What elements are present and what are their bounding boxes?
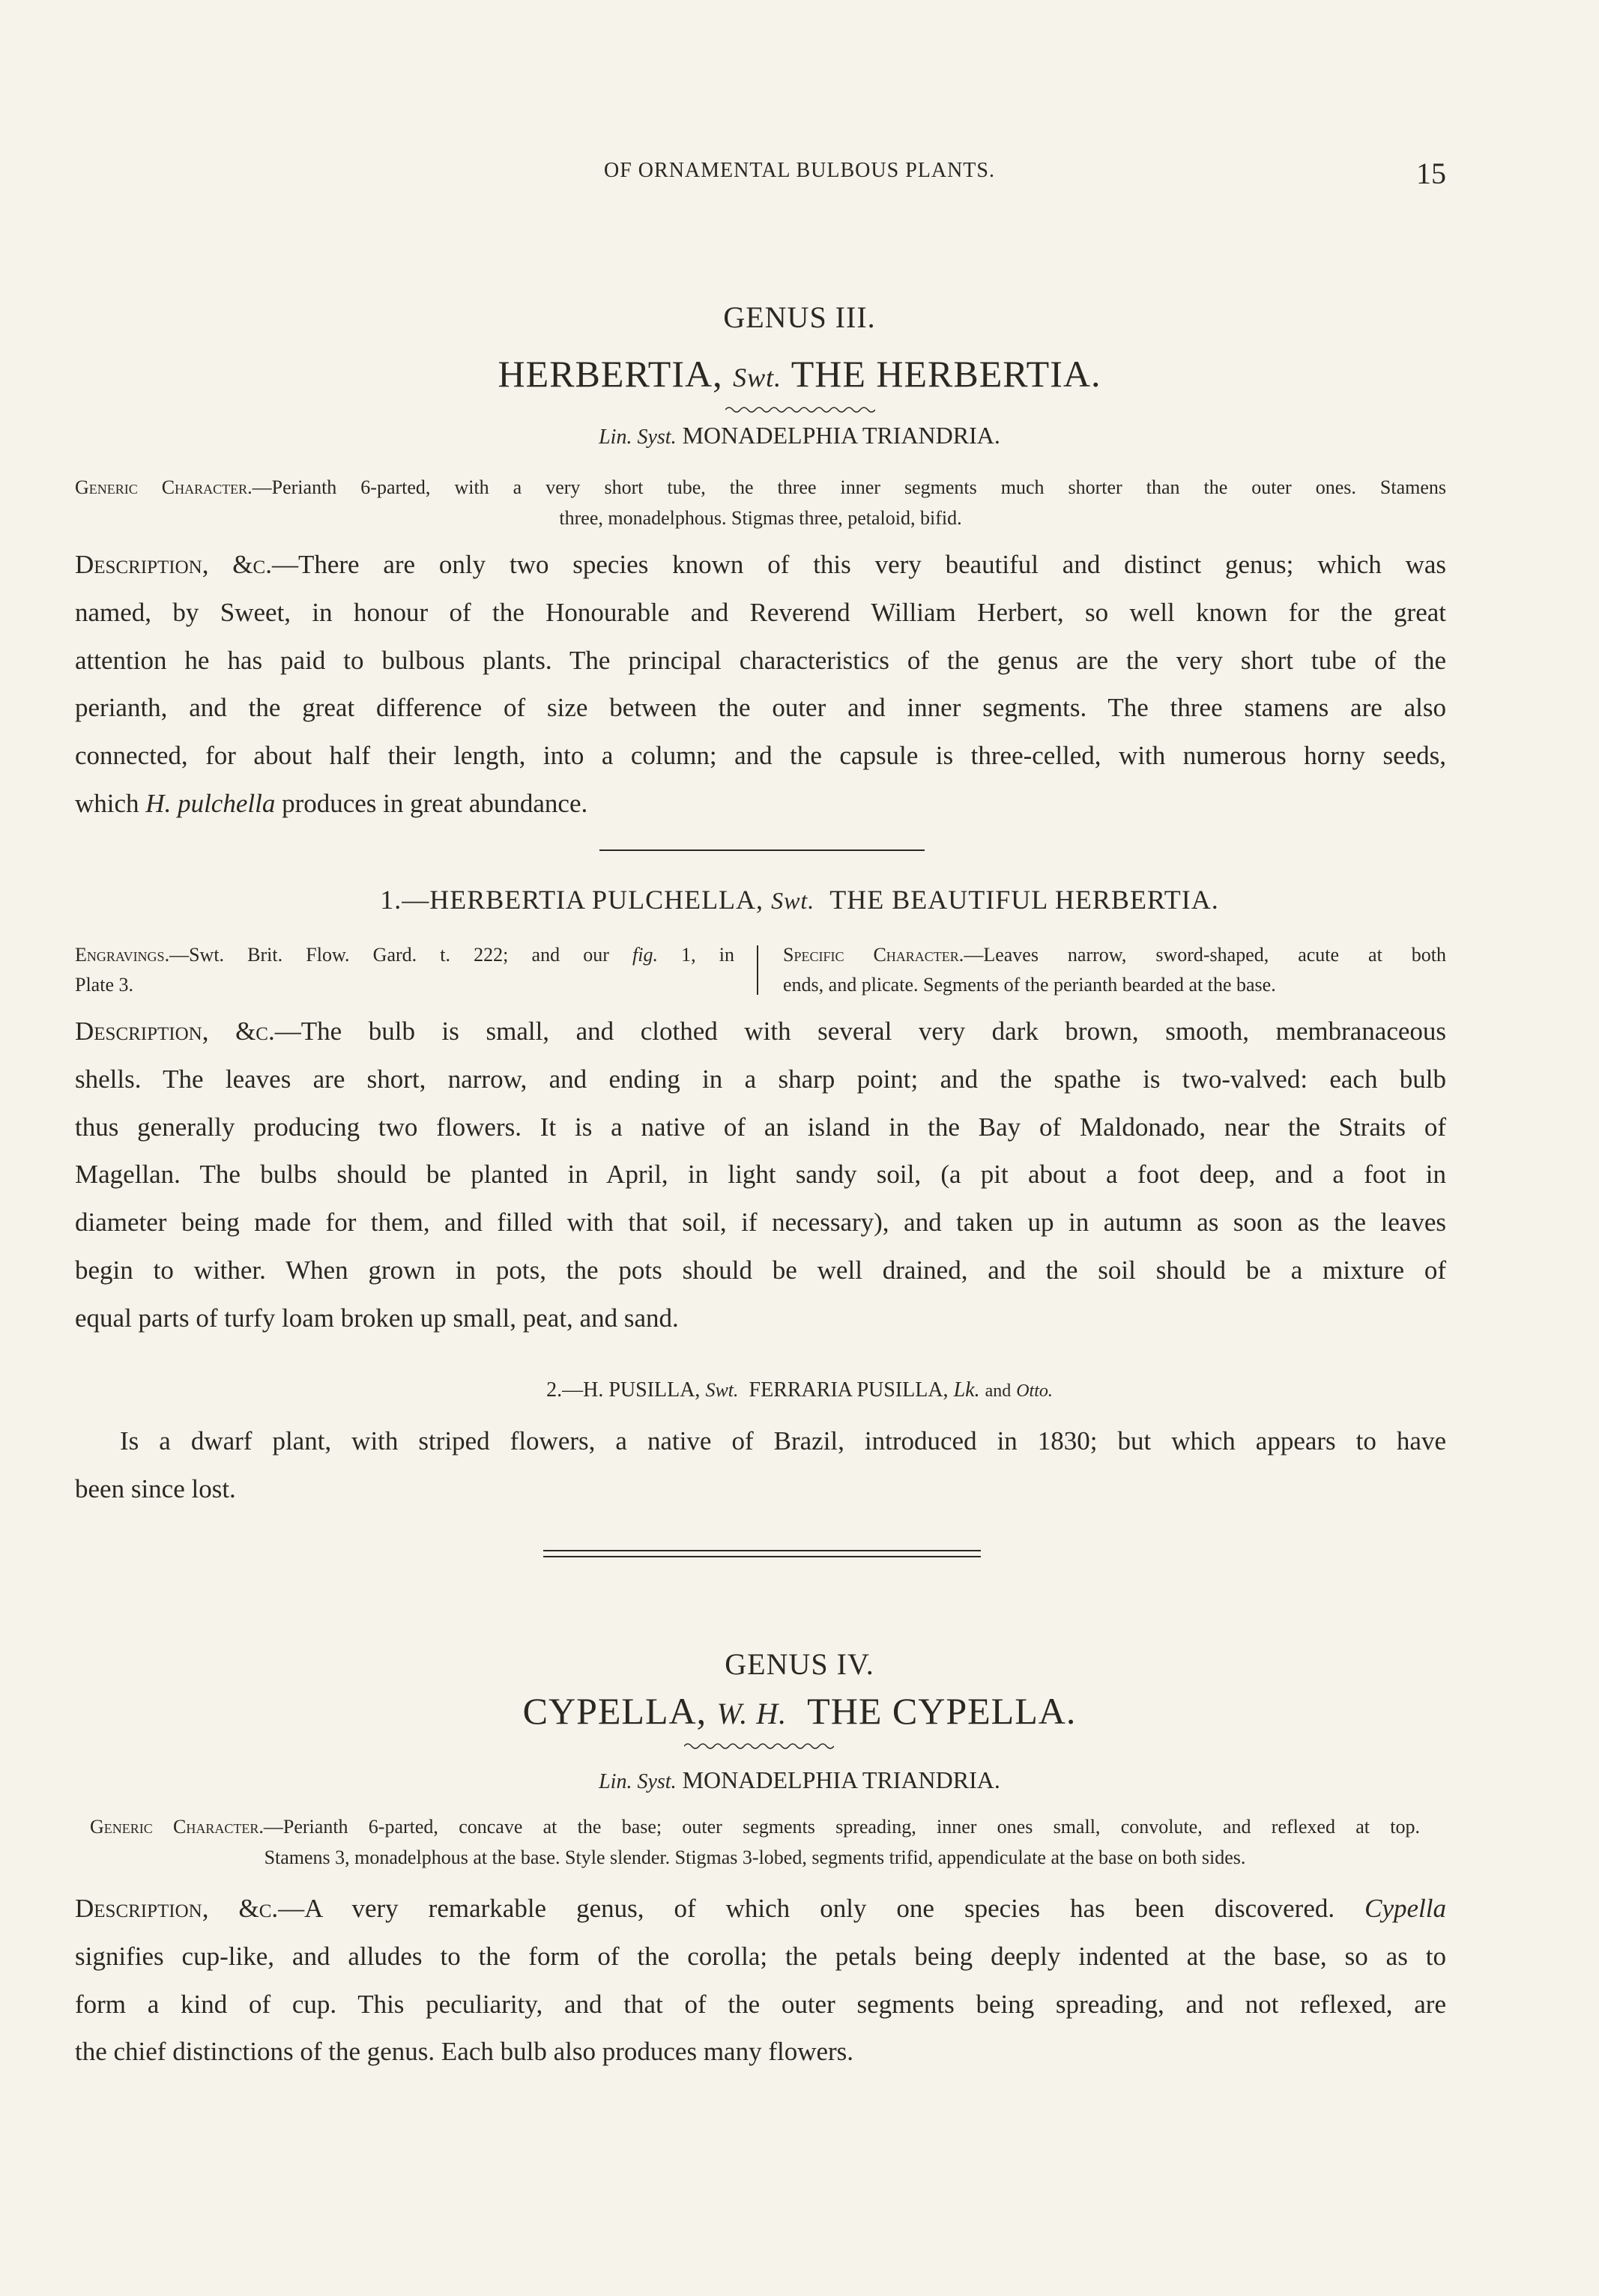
description-line: begin to wither. When grown in pots, the pots should be well drained, and the soil should be a mixture of — [75, 1255, 1446, 1285]
description-line: thus generally producing two flowers. It is a native of an island in the Bay of Maldonado, near the Straits of — [75, 1112, 1446, 1142]
description-line: the chief distinctions of the genus. Each bulb also produces many flowers. — [75, 2037, 854, 2067]
lin-syst-class: MONADELPHIA TRIANDRIA. — [682, 422, 1000, 449]
description-label: Description, &c. — [75, 550, 272, 579]
generic-character-line: Stamens 3, monadelphous at the base. Style slender. Stigmas 3-lobed, segments trifid, appendiculate at the base on both sides. — [264, 1847, 1246, 1868]
description-text: produces in great abundance. — [282, 788, 588, 818]
lin-syst-label: Lin. Syst. — [599, 1770, 677, 1793]
genus-4-title — [0, 1689, 1599, 1733]
genus-4-generic-character — [90, 1811, 1420, 1873]
section-divider — [599, 849, 925, 851]
species-2-synonym: FERRARIA PUSILLA, — [749, 1378, 949, 1402]
description-line: connected, for about half their length, into a column; and the capsule is three-celled, with numerous horny seeds, — [75, 741, 1446, 771]
species-1-title — [0, 884, 1599, 915]
species-2-description — [75, 1417, 1446, 1513]
description-line: equal parts of turfy loam broken up small, peat, and sand. — [75, 1303, 679, 1333]
engravings-label: Engravings. — [75, 944, 170, 966]
genus-3-common-name: THE HERBERTIA. — [791, 353, 1101, 395]
description-line: perianth, and the great difference of size between the outer and inner segments. The three stamens are also — [75, 693, 1446, 723]
genus-3-generic-character — [75, 472, 1446, 533]
genus-4-common-name: THE CYPELLA. — [807, 1690, 1077, 1732]
description-line: shells. The leaves are short, narrow, and ending in a sharp point; and the spathe is two-valved: each bulb — [75, 1064, 1446, 1094]
engravings-text: 1, in — [681, 944, 735, 966]
generic-character-label: Generic Character. — [75, 476, 253, 498]
description-line — [75, 780, 1446, 828]
synonym-author: Lk. — [953, 1378, 980, 1402]
page-number: 15 — [1416, 157, 1446, 190]
running-head: OF ORNAMENTAL BULBOUS PLANTS. — [604, 159, 995, 182]
specific-character-text: —Leaves narrow, sword-shaped, acute at both — [964, 944, 1446, 966]
genus-3-name: HERBERTIA, — [498, 353, 723, 395]
description-line: signifies cup-like, and alludes to the form of the corolla; the petals being deeply indented at the base, so as to — [75, 1941, 1446, 1971]
engravings-text: —Swt. Brit. Flow. Gard. t. 222; and our — [169, 944, 609, 966]
double-rule-top — [543, 1550, 981, 1551]
species-1-description — [75, 1008, 1446, 1342]
genus-4-author: W. H. — [716, 1697, 788, 1730]
and-word: and — [985, 1381, 1012, 1401]
generic-character-line: —Perianth 6-parted, with a very short tube, the three inner segments much shorter than the outer ones. Stamens — [252, 476, 1446, 498]
genus-3-author: Swt. — [733, 363, 782, 393]
description-text: —There are only two species known of this very beautiful and distinct genus; which was — [271, 550, 1446, 579]
species-1-specific-character — [783, 940, 1446, 1000]
species-1-common-name: THE BEAUTIFUL HERBERTIA. — [829, 885, 1219, 915]
double-rule-bottom — [543, 1556, 981, 1557]
description-line: attention he has paid to bulbous plants. The principal characteristics of the genus are the very short tube of the — [75, 645, 1446, 675]
lin-syst-class: MONADELPHIA TRIANDRIA. — [682, 1766, 1000, 1793]
engravings-text: Plate 3. — [75, 974, 133, 996]
genus-4-linnaean-system — [0, 1766, 1599, 1794]
species-name: H. pulchella — [145, 788, 276, 818]
genus-3-linnaean-system — [0, 422, 1599, 449]
description-line: named, by Sweet, in honour of the Honourable and Reverend William Herbert, so well known for the great — [75, 597, 1446, 627]
description-label: Description, &c. — [75, 1017, 275, 1046]
species-1-author: Swt. — [771, 887, 815, 914]
genus-3-description — [75, 541, 1446, 828]
species-2-name: 2.—H. PUSILLA, — [546, 1378, 701, 1402]
species-2-title — [0, 1378, 1599, 1402]
genus-name: Cypella — [1364, 1894, 1447, 1923]
description-text: —A very remarkable genus, of which only one species has been discovered. — [278, 1894, 1335, 1923]
species-2-author: Swt. — [705, 1379, 739, 1401]
synonym-author: Otto. — [1016, 1381, 1053, 1401]
specific-character-label: Specific Character. — [783, 944, 964, 966]
generic-character-line: three, monadelphous. Stigmas three, petaloid, bifid. — [559, 507, 962, 529]
genus-4-name: CYPELLA, — [522, 1690, 707, 1732]
genus-3-label: GENUS III. — [723, 300, 876, 334]
description-line: diameter being made for them, and filled with that soil, if necessary), and taken up in autumn as soon as the leaves — [75, 1208, 1446, 1238]
description-line — [75, 1885, 1446, 1933]
description-text: —The bulb is small, and clothed with several very dark brown, smooth, membranaceous — [274, 1017, 1447, 1046]
description-line: Is a dwarf plant, with striped flowers, a native of Brazil, introduced in 1830; but which appears to have — [120, 1426, 1446, 1456]
wavy-ornament — [725, 405, 875, 415]
description-line: form a kind of cup. This peculiarity, and that of the outer segments being spreading, and not reflexed, are — [75, 1989, 1446, 2019]
engravings-fig: fig. — [632, 944, 658, 966]
genus-4-label: GENUS IV. — [725, 1647, 874, 1681]
description-label: Description, &c. — [75, 1894, 279, 1923]
description-line: been since lost. — [75, 1473, 236, 1503]
description-line — [75, 1008, 1446, 1055]
genus-3-title — [0, 352, 1599, 396]
description-text: which — [75, 788, 139, 818]
generic-character-label: Generic Character. — [90, 1816, 264, 1838]
generic-character-line: —Perianth 6-parted, concave at the base; outer segments spreading, inner ones small, convolute, and reflexed at top. — [263, 1816, 1420, 1838]
species-1-engravings — [75, 940, 734, 1000]
specific-character-text: ends, and plicate. Segments of the perianth bearded at the base. — [783, 974, 1276, 996]
column-divider — [757, 945, 758, 995]
description-line: Magellan. The bulbs should be planted in April, in light sandy soil, (a pit about a foot deep, and a foot in — [75, 1160, 1446, 1190]
lin-syst-label: Lin. Syst. — [599, 425, 677, 449]
description-line — [75, 541, 1446, 589]
genus-4-description — [75, 1885, 1446, 2076]
species-1-name: 1.—HERBERTIA PULCHELLA, — [380, 885, 764, 915]
wavy-ornament — [684, 1741, 834, 1751]
